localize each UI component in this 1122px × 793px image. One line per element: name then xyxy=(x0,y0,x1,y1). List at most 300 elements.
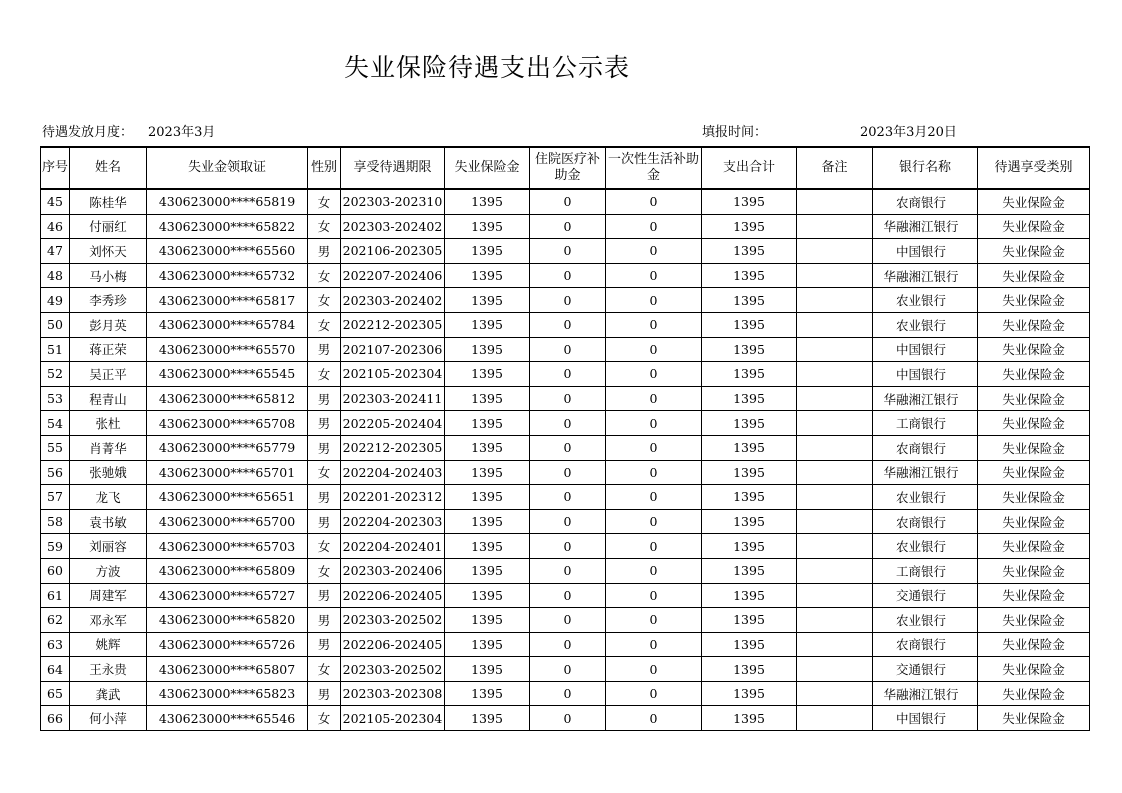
cell-gender: 男 xyxy=(308,632,341,657)
cell-living: 0 xyxy=(606,706,702,731)
cell-total: 1395 xyxy=(702,657,797,682)
cell-cert: 430623000****65820 xyxy=(147,608,308,633)
cell-period: 202303-202502 xyxy=(341,608,445,633)
cell-period: 202201-202312 xyxy=(341,485,445,510)
table-row xyxy=(41,632,1090,657)
cell-insurance: 1395 xyxy=(445,485,530,510)
cell-note xyxy=(797,386,873,411)
table-row xyxy=(41,411,1090,436)
cell-medical: 0 xyxy=(530,534,606,559)
cell-type: 失业保险金 xyxy=(978,657,1090,682)
cell-cert: 430623000****65701 xyxy=(147,460,308,485)
cell-type: 失业保险金 xyxy=(978,681,1090,706)
cell-type: 失业保险金 xyxy=(978,214,1090,239)
table-row xyxy=(41,362,1090,387)
cell-bank: 农业银行 xyxy=(873,485,978,510)
cell-insurance: 1395 xyxy=(445,362,530,387)
cell-gender: 男 xyxy=(308,485,341,510)
cell-period: 202303-202402 xyxy=(341,214,445,239)
cell-name: 刘怀天 xyxy=(70,239,147,264)
cell-bank: 华融湘江银行 xyxy=(873,214,978,239)
cell-seq: 54 xyxy=(41,411,70,436)
cell-type: 失业保险金 xyxy=(978,534,1090,559)
cell-seq: 65 xyxy=(41,681,70,706)
cell-seq: 55 xyxy=(41,435,70,460)
header-period: 享受待遇期限 xyxy=(341,147,445,189)
cell-period: 202207-202406 xyxy=(341,263,445,288)
cell-insurance: 1395 xyxy=(445,706,530,731)
cell-bank: 中国银行 xyxy=(873,337,978,362)
cell-name: 袁书敏 xyxy=(70,509,147,534)
cell-bank: 华融湘江银行 xyxy=(873,386,978,411)
table-row xyxy=(41,583,1090,608)
cell-type: 失业保险金 xyxy=(978,435,1090,460)
cell-period: 202107-202306 xyxy=(341,337,445,362)
cell-living: 0 xyxy=(606,632,702,657)
cell-seq: 56 xyxy=(41,460,70,485)
cell-note xyxy=(797,337,873,362)
cell-medical: 0 xyxy=(530,485,606,510)
cell-total: 1395 xyxy=(702,460,797,485)
month-value: 2023年3月 xyxy=(148,125,216,140)
cell-cert: 430623000****65570 xyxy=(147,337,308,362)
month-label: 待遇发放月度： xyxy=(42,125,134,140)
cell-total: 1395 xyxy=(702,189,797,214)
cell-insurance: 1395 xyxy=(445,657,530,682)
cell-living: 0 xyxy=(606,337,702,362)
cell-period: 202303-202406 xyxy=(341,558,445,583)
cell-name: 邓永军 xyxy=(70,608,147,633)
cell-name: 何小萍 xyxy=(70,706,147,731)
cell-name: 肖菁华 xyxy=(70,435,147,460)
cell-note xyxy=(797,558,873,583)
cell-name: 周建军 xyxy=(70,583,147,608)
cell-gender: 男 xyxy=(308,337,341,362)
cell-name: 龙飞 xyxy=(70,485,147,510)
cell-name: 王永贵 xyxy=(70,657,147,682)
cell-name: 姚辉 xyxy=(70,632,147,657)
header-total: 支出合计 xyxy=(702,147,797,189)
cell-insurance: 1395 xyxy=(445,312,530,337)
cell-living: 0 xyxy=(606,608,702,633)
cell-name: 方波 xyxy=(70,558,147,583)
cell-insurance: 1395 xyxy=(445,263,530,288)
table-row xyxy=(41,558,1090,583)
cell-note xyxy=(797,288,873,313)
cell-period: 202303-202411 xyxy=(341,386,445,411)
header-bank: 银行名称 xyxy=(873,147,978,189)
cell-type: 失业保险金 xyxy=(978,411,1090,436)
cell-medical: 0 xyxy=(530,263,606,288)
cell-living: 0 xyxy=(606,263,702,288)
cell-insurance: 1395 xyxy=(445,534,530,559)
cell-bank: 工商银行 xyxy=(873,411,978,436)
cell-cert: 430623000****65812 xyxy=(147,386,308,411)
cell-total: 1395 xyxy=(702,558,797,583)
cell-bank: 中国银行 xyxy=(873,706,978,731)
benefits-table xyxy=(40,146,1090,731)
cell-period: 202212-202305 xyxy=(341,312,445,337)
cell-medical: 0 xyxy=(530,435,606,460)
cell-period: 202303-202310 xyxy=(341,189,445,214)
cell-period: 202206-202405 xyxy=(341,583,445,608)
cell-medical: 0 xyxy=(530,189,606,214)
cell-total: 1395 xyxy=(702,681,797,706)
cell-cert: 430623000****65726 xyxy=(147,632,308,657)
cell-total: 1395 xyxy=(702,608,797,633)
cell-cert: 430623000****65822 xyxy=(147,214,308,239)
cell-living: 0 xyxy=(606,558,702,583)
cell-total: 1395 xyxy=(702,312,797,337)
cell-total: 1395 xyxy=(702,632,797,657)
cell-gender: 男 xyxy=(308,608,341,633)
cell-cert: 430623000****65823 xyxy=(147,681,308,706)
cell-bank: 农业银行 xyxy=(873,608,978,633)
cell-note xyxy=(797,214,873,239)
cell-type: 失业保险金 xyxy=(978,239,1090,264)
cell-medical: 0 xyxy=(530,362,606,387)
cell-cert: 430623000****65732 xyxy=(147,263,308,288)
cell-name: 张驰娥 xyxy=(70,460,147,485)
cell-note xyxy=(797,263,873,288)
cell-insurance: 1395 xyxy=(445,558,530,583)
cell-seq: 46 xyxy=(41,214,70,239)
cell-insurance: 1395 xyxy=(445,681,530,706)
cell-medical: 0 xyxy=(530,411,606,436)
cell-seq: 47 xyxy=(41,239,70,264)
cell-note xyxy=(797,706,873,731)
cell-insurance: 1395 xyxy=(445,435,530,460)
cell-living: 0 xyxy=(606,189,702,214)
cell-cert: 430623000****65784 xyxy=(147,312,308,337)
cell-seq: 61 xyxy=(41,583,70,608)
cell-gender: 女 xyxy=(308,558,341,583)
cell-total: 1395 xyxy=(702,509,797,534)
cell-cert: 430623000****65560 xyxy=(147,239,308,264)
cell-note xyxy=(797,239,873,264)
cell-note xyxy=(797,583,873,608)
cell-living: 0 xyxy=(606,534,702,559)
cell-type: 失业保险金 xyxy=(978,460,1090,485)
cell-living: 0 xyxy=(606,435,702,460)
header-medical: 住院医疗补助金 xyxy=(530,147,606,189)
cell-living: 0 xyxy=(606,312,702,337)
cell-insurance: 1395 xyxy=(445,214,530,239)
cell-seq: 59 xyxy=(41,534,70,559)
cell-bank: 农业银行 xyxy=(873,288,978,313)
cell-type: 失业保险金 xyxy=(978,312,1090,337)
cell-name: 龚武 xyxy=(70,681,147,706)
cell-living: 0 xyxy=(606,239,702,264)
cell-name: 马小梅 xyxy=(70,263,147,288)
cell-type: 失业保险金 xyxy=(978,608,1090,633)
table-row xyxy=(41,189,1090,214)
cell-name: 刘丽容 xyxy=(70,534,147,559)
cell-note xyxy=(797,681,873,706)
cell-gender: 男 xyxy=(308,681,341,706)
cell-total: 1395 xyxy=(702,411,797,436)
cell-note xyxy=(797,362,873,387)
header-insurance: 失业保险金 xyxy=(445,147,530,189)
cell-gender: 女 xyxy=(308,189,341,214)
cell-gender: 女 xyxy=(308,706,341,731)
cell-insurance: 1395 xyxy=(445,583,530,608)
cell-bank: 农业银行 xyxy=(873,312,978,337)
cell-period: 202204-202303 xyxy=(341,509,445,534)
cell-seq: 50 xyxy=(41,312,70,337)
cell-name: 陈桂华 xyxy=(70,189,147,214)
cell-period: 202204-202403 xyxy=(341,460,445,485)
cell-name: 吴正平 xyxy=(70,362,147,387)
cell-type: 失业保险金 xyxy=(978,485,1090,510)
cell-cert: 430623000****65817 xyxy=(147,288,308,313)
cell-gender: 女 xyxy=(308,362,341,387)
cell-medical: 0 xyxy=(530,312,606,337)
cell-bank: 工商银行 xyxy=(873,558,978,583)
table-row xyxy=(41,460,1090,485)
table-row xyxy=(41,706,1090,731)
table-row xyxy=(41,608,1090,633)
cell-total: 1395 xyxy=(702,263,797,288)
cell-name: 蒋正荣 xyxy=(70,337,147,362)
cell-living: 0 xyxy=(606,386,702,411)
cell-seq: 53 xyxy=(41,386,70,411)
cell-seq: 45 xyxy=(41,189,70,214)
cell-medical: 0 xyxy=(530,214,606,239)
cell-bank: 华融湘江银行 xyxy=(873,460,978,485)
cell-note xyxy=(797,608,873,633)
cell-living: 0 xyxy=(606,460,702,485)
cell-insurance: 1395 xyxy=(445,189,530,214)
header-note: 备注 xyxy=(797,147,873,189)
cell-note xyxy=(797,534,873,559)
table-row xyxy=(41,485,1090,510)
cell-living: 0 xyxy=(606,485,702,510)
cell-note xyxy=(797,657,873,682)
cell-medical: 0 xyxy=(530,583,606,608)
cell-total: 1395 xyxy=(702,386,797,411)
cell-living: 0 xyxy=(606,657,702,682)
cell-type: 失业保险金 xyxy=(978,362,1090,387)
cell-seq: 49 xyxy=(41,288,70,313)
cell-gender: 男 xyxy=(308,239,341,264)
cell-total: 1395 xyxy=(702,583,797,608)
page-title: 失业保险待遇支出公示表 xyxy=(343,53,630,82)
cell-cert: 430623000****65700 xyxy=(147,509,308,534)
cell-medical: 0 xyxy=(530,706,606,731)
cell-bank: 农商银行 xyxy=(873,435,978,460)
table-row xyxy=(41,263,1090,288)
cell-medical: 0 xyxy=(530,509,606,534)
table-row xyxy=(41,239,1090,264)
cell-type: 失业保险金 xyxy=(978,558,1090,583)
cell-bank: 交通银行 xyxy=(873,583,978,608)
cell-bank: 农商银行 xyxy=(873,189,978,214)
header-living: 一次性生活补助金 xyxy=(606,147,702,189)
cell-cert: 430623000****65708 xyxy=(147,411,308,436)
cell-cert: 430623000****65819 xyxy=(147,189,308,214)
cell-living: 0 xyxy=(606,411,702,436)
cell-note xyxy=(797,632,873,657)
cell-type: 失业保险金 xyxy=(978,509,1090,534)
table-row xyxy=(41,681,1090,706)
cell-type: 失业保险金 xyxy=(978,189,1090,214)
cell-bank: 中国银行 xyxy=(873,362,978,387)
cell-gender: 女 xyxy=(308,312,341,337)
cell-cert: 430623000****65546 xyxy=(147,706,308,731)
table-row xyxy=(41,214,1090,239)
cell-bank: 华融湘江银行 xyxy=(873,263,978,288)
header-cert: 失业金领取证 xyxy=(147,147,308,189)
cell-total: 1395 xyxy=(702,337,797,362)
cell-seq: 60 xyxy=(41,558,70,583)
table-row xyxy=(41,337,1090,362)
cell-gender: 女 xyxy=(308,214,341,239)
cell-period: 202106-202305 xyxy=(341,239,445,264)
cell-insurance: 1395 xyxy=(445,239,530,264)
cell-gender: 女 xyxy=(308,657,341,682)
cell-medical: 0 xyxy=(530,558,606,583)
cell-period: 202105-202304 xyxy=(341,362,445,387)
cell-seq: 48 xyxy=(41,263,70,288)
cell-insurance: 1395 xyxy=(445,509,530,534)
cell-insurance: 1395 xyxy=(445,608,530,633)
cell-name: 张杜 xyxy=(70,411,147,436)
cell-period: 202212-202305 xyxy=(341,435,445,460)
cell-total: 1395 xyxy=(702,239,797,264)
cell-living: 0 xyxy=(606,509,702,534)
cell-note xyxy=(797,189,873,214)
header-seq: 序号 xyxy=(41,147,70,189)
cell-seq: 51 xyxy=(41,337,70,362)
cell-gender: 男 xyxy=(308,583,341,608)
cell-medical: 0 xyxy=(530,386,606,411)
cell-seq: 63 xyxy=(41,632,70,657)
cell-medical: 0 xyxy=(530,681,606,706)
cell-total: 1395 xyxy=(702,214,797,239)
table-row xyxy=(41,386,1090,411)
cell-living: 0 xyxy=(606,681,702,706)
cell-period: 202204-202401 xyxy=(341,534,445,559)
cell-medical: 0 xyxy=(530,288,606,313)
cell-note xyxy=(797,460,873,485)
cell-living: 0 xyxy=(606,362,702,387)
cell-bank: 华融湘江银行 xyxy=(873,681,978,706)
cell-cert: 430623000****65779 xyxy=(147,435,308,460)
cell-gender: 男 xyxy=(308,411,341,436)
cell-medical: 0 xyxy=(530,239,606,264)
cell-name: 付丽红 xyxy=(70,214,147,239)
cell-insurance: 1395 xyxy=(445,460,530,485)
cell-type: 失业保险金 xyxy=(978,263,1090,288)
cell-bank: 农商银行 xyxy=(873,632,978,657)
cell-cert: 430623000****65809 xyxy=(147,558,308,583)
cell-gender: 女 xyxy=(308,263,341,288)
cell-period: 202205-202404 xyxy=(341,411,445,436)
cell-cert: 430623000****65545 xyxy=(147,362,308,387)
table-row xyxy=(41,312,1090,337)
cell-insurance: 1395 xyxy=(445,632,530,657)
cell-note xyxy=(797,411,873,436)
cell-insurance: 1395 xyxy=(445,288,530,313)
table-row xyxy=(41,657,1090,682)
cell-living: 0 xyxy=(606,583,702,608)
fill-time-label: 填报时间： xyxy=(702,125,768,140)
cell-gender: 女 xyxy=(308,288,341,313)
cell-medical: 0 xyxy=(530,657,606,682)
cell-type: 失业保险金 xyxy=(978,386,1090,411)
cell-name: 李秀珍 xyxy=(70,288,147,313)
cell-gender: 女 xyxy=(308,534,341,559)
cell-note xyxy=(797,509,873,534)
cell-period: 202206-202405 xyxy=(341,632,445,657)
cell-insurance: 1395 xyxy=(445,386,530,411)
cell-type: 失业保险金 xyxy=(978,337,1090,362)
cell-total: 1395 xyxy=(702,706,797,731)
cell-seq: 57 xyxy=(41,485,70,510)
cell-medical: 0 xyxy=(530,608,606,633)
cell-bank: 农业银行 xyxy=(873,534,978,559)
cell-note xyxy=(797,435,873,460)
cell-gender: 男 xyxy=(308,386,341,411)
header-type: 待遇享受类别 xyxy=(978,147,1090,189)
header-name: 姓名 xyxy=(70,147,147,189)
cell-medical: 0 xyxy=(530,460,606,485)
table-header-row xyxy=(41,147,1090,189)
cell-period: 202303-202502 xyxy=(341,657,445,682)
cell-insurance: 1395 xyxy=(445,411,530,436)
cell-gender: 女 xyxy=(308,460,341,485)
cell-living: 0 xyxy=(606,214,702,239)
table-row xyxy=(41,509,1090,534)
cell-cert: 430623000****65807 xyxy=(147,657,308,682)
cell-cert: 430623000****65703 xyxy=(147,534,308,559)
table-row xyxy=(41,435,1090,460)
cell-seq: 62 xyxy=(41,608,70,633)
cell-cert: 430623000****65651 xyxy=(147,485,308,510)
cell-type: 失业保险金 xyxy=(978,583,1090,608)
cell-seq: 64 xyxy=(41,657,70,682)
cell-medical: 0 xyxy=(530,632,606,657)
cell-living: 0 xyxy=(606,288,702,313)
table-row xyxy=(41,288,1090,313)
fill-time-value: 2023年3月20日 xyxy=(860,125,957,140)
cell-note xyxy=(797,312,873,337)
cell-medical: 0 xyxy=(530,337,606,362)
cell-total: 1395 xyxy=(702,435,797,460)
cell-bank: 农商银行 xyxy=(873,509,978,534)
header-gender: 性别 xyxy=(308,147,341,189)
table-row xyxy=(41,534,1090,559)
cell-gender: 男 xyxy=(308,435,341,460)
cell-bank: 中国银行 xyxy=(873,239,978,264)
cell-period: 202303-202402 xyxy=(341,288,445,313)
cell-gender: 男 xyxy=(308,509,341,534)
cell-name: 程青山 xyxy=(70,386,147,411)
cell-bank: 交通银行 xyxy=(873,657,978,682)
cell-seq: 52 xyxy=(41,362,70,387)
cell-cert: 430623000****65727 xyxy=(147,583,308,608)
cell-name: 彭月英 xyxy=(70,312,147,337)
cell-total: 1395 xyxy=(702,288,797,313)
cell-seq: 58 xyxy=(41,509,70,534)
cell-note xyxy=(797,485,873,510)
cell-type: 失业保险金 xyxy=(978,632,1090,657)
cell-insurance: 1395 xyxy=(445,337,530,362)
cell-seq: 66 xyxy=(41,706,70,731)
cell-type: 失业保险金 xyxy=(978,706,1090,731)
cell-type: 失业保险金 xyxy=(978,288,1090,313)
